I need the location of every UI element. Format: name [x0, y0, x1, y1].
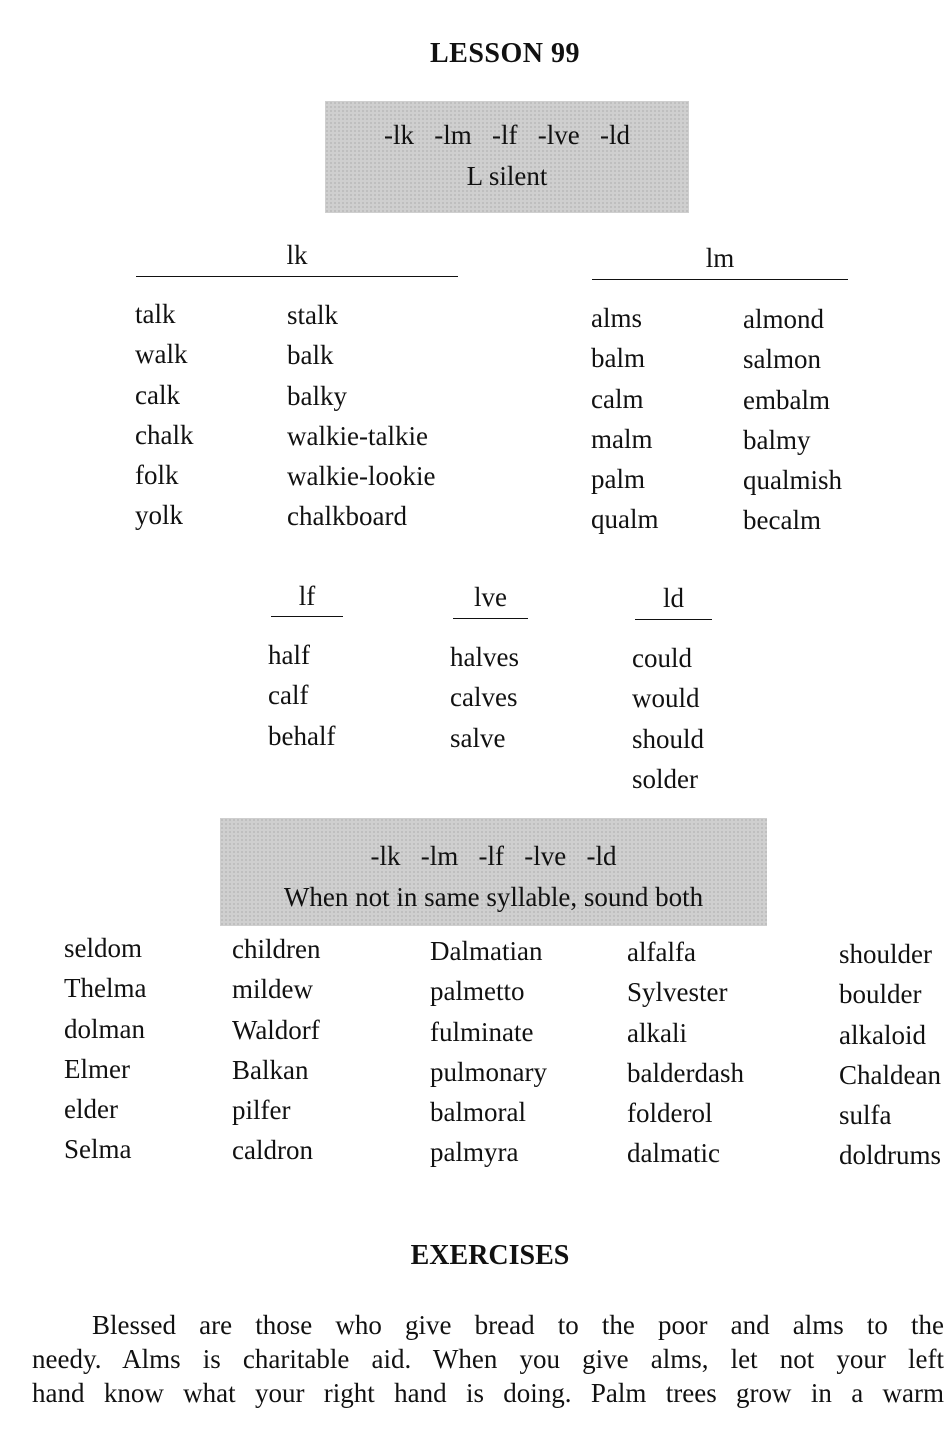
- word: Thelma: [64, 973, 147, 1004]
- group-header-lve: lve: [474, 582, 507, 612]
- word: Selma: [64, 1134, 132, 1165]
- paragraph-line: Blessed are those who give bread to the poor and alms to the: [92, 1310, 944, 1340]
- divider-lf: [271, 616, 343, 617]
- word-column-both-3: [430, 931, 547, 1173]
- word-column-both-4: [627, 932, 744, 1174]
- word: should: [632, 723, 705, 754]
- word: sulfa: [839, 1100, 892, 1131]
- word: embalm: [743, 384, 830, 415]
- word: calves: [450, 682, 518, 713]
- group-header-ld: ld: [662, 583, 684, 613]
- word: half: [268, 640, 310, 670]
- word: balmoral: [430, 1097, 526, 1128]
- box-endings: -lk -lm -lf -lve -ld: [370, 841, 617, 871]
- group-header-lm: lm: [705, 243, 735, 273]
- word-column-lm-2: [743, 299, 842, 541]
- word: balderdash: [627, 1057, 744, 1088]
- word: becalm: [743, 505, 821, 536]
- box-caption: L silent: [466, 161, 548, 191]
- word: calm: [591, 383, 644, 414]
- word-column-ld: [632, 638, 704, 799]
- word: salmon: [743, 344, 821, 375]
- word: behalf: [268, 720, 336, 751]
- box-caption: When not in same syllable, sound both: [283, 882, 704, 912]
- word-column-both-5: [839, 934, 950, 1176]
- word: pilfer: [232, 1095, 291, 1126]
- word: caldron: [232, 1135, 313, 1166]
- word: chalkboard: [287, 501, 407, 532]
- group-header-lf: lf: [298, 581, 316, 611]
- word: children: [232, 934, 321, 964]
- box-endings: -lk -lm -lf -lve -ld: [384, 120, 630, 150]
- word: calk: [135, 379, 180, 410]
- word: alkali: [627, 1017, 687, 1048]
- word: Dalmatian: [430, 936, 543, 966]
- word: folderol: [627, 1098, 713, 1129]
- word: shoulder: [839, 939, 932, 969]
- word: balk: [287, 340, 334, 371]
- word: Waldorf: [232, 1014, 320, 1045]
- sound-both-box: [220, 818, 767, 926]
- word: alms: [591, 303, 642, 333]
- word: malm: [591, 423, 653, 454]
- divider-lve: [453, 618, 528, 619]
- word: balky: [287, 380, 347, 411]
- word: qualm: [591, 504, 659, 535]
- word: dolman: [64, 1013, 145, 1044]
- word: pulmonary: [430, 1056, 547, 1087]
- lesson-title: LESSON 99: [430, 38, 580, 69]
- word: mildew: [232, 974, 313, 1005]
- word-column-lve: [450, 637, 519, 758]
- word: walk: [135, 339, 188, 370]
- word: qualmish: [743, 465, 842, 496]
- word: calf: [268, 680, 309, 711]
- word: Sylvester: [627, 977, 728, 1008]
- exercise-paragraph: [32, 1308, 944, 1410]
- word: doldrums: [839, 1140, 942, 1171]
- word-column-lk-1: [135, 294, 193, 536]
- word: would: [632, 683, 700, 714]
- word: could: [632, 643, 692, 673]
- word: palmetto: [430, 976, 525, 1007]
- group-header-lk: lk: [286, 240, 308, 270]
- word: stalk: [287, 300, 338, 330]
- paragraph-line: hand know what your right hand is doing. Palm trees grow in a warm: [32, 1378, 944, 1408]
- word: balm: [591, 343, 645, 374]
- word: walkie-talkie: [287, 420, 428, 451]
- word: fulminate: [430, 1016, 534, 1047]
- word: halves: [450, 642, 519, 672]
- word: chalk: [135, 419, 194, 450]
- word: seldom: [64, 933, 142, 963]
- word-column-both-1: [64, 928, 146, 1170]
- word-column-both-2: [232, 929, 320, 1171]
- paragraph-line: needy. Alms is charitable aid. When you give alms, let not your left: [32, 1344, 944, 1374]
- word: walkie-lookie: [287, 461, 436, 492]
- word: Chaldean: [839, 1059, 941, 1090]
- word-column-lk-2: [287, 295, 435, 537]
- word: Elmer: [64, 1053, 130, 1084]
- word: dalmatic: [627, 1138, 720, 1169]
- word: alkaloid: [839, 1019, 926, 1050]
- word: folk: [135, 460, 179, 491]
- word: balmy: [743, 424, 811, 455]
- word: yolk: [135, 500, 184, 531]
- word: talk: [135, 299, 176, 329]
- word: palmyra: [430, 1137, 519, 1168]
- divider-ld: [635, 619, 712, 620]
- word: alfalfa: [627, 937, 696, 967]
- word: palm: [591, 464, 645, 495]
- divider-lm: [592, 279, 848, 280]
- word: boulder: [839, 979, 922, 1010]
- word: solder: [632, 763, 698, 794]
- silent-l-box: [325, 101, 689, 213]
- word: salve: [450, 722, 506, 753]
- word: almond: [743, 304, 824, 334]
- word-column-lf: [268, 635, 335, 756]
- word: elder: [64, 1094, 118, 1125]
- divider-lk: [136, 276, 458, 277]
- word: Balkan: [232, 1054, 309, 1085]
- exercises-heading: EXERCISES: [410, 1240, 570, 1271]
- word-column-lm-1: [591, 298, 659, 540]
